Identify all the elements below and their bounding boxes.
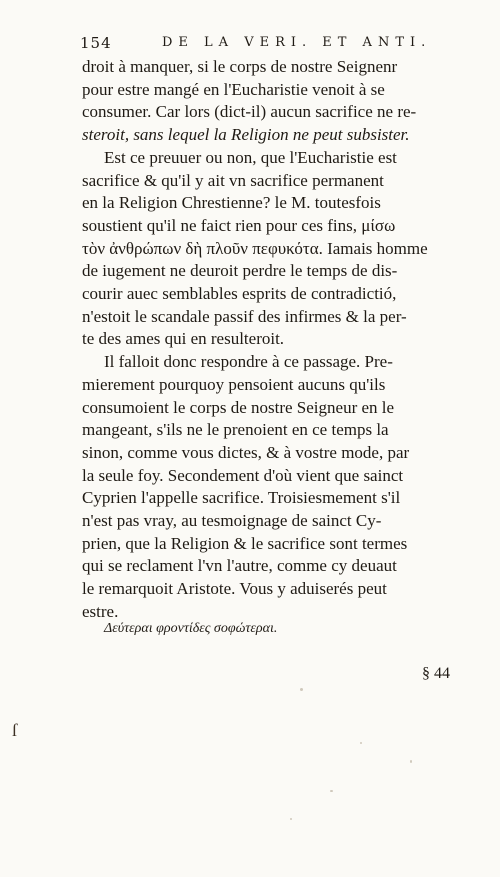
text-line: soustient qu'il ne faict rien pour ces fins, μίσω bbox=[82, 215, 396, 235]
text-line: te des ames qui en resulteroit. bbox=[82, 329, 285, 349]
text-line: steroit, sans lequel la Religion ne peut subsister. bbox=[82, 125, 410, 145]
text-line: pour estre mangé en l'Eucharistie venoit à se bbox=[82, 79, 385, 99]
text-line: mierement pourquoy pensoient aucuns qu'ils bbox=[82, 374, 386, 394]
text-line: sinon, comme vous dictes, & à vostre mode, par bbox=[82, 442, 410, 462]
running-header bbox=[80, 34, 440, 56]
text-line: Est ce preuuer ou non, que l'Eucharistie est bbox=[104, 147, 397, 167]
text-line: en la Religion Chrestienne? le M. toutesfois bbox=[82, 193, 381, 213]
text-line: consumer. Car lors (dict-il) aucun sacrifice ne re- bbox=[82, 102, 417, 122]
text-line: estre. bbox=[82, 601, 119, 621]
text-line: le remarquoit Aristote. Vous y aduiserés peut bbox=[82, 579, 387, 599]
ink-speck bbox=[330, 790, 333, 792]
text-line: τὸν ἀνθρώπων δὴ πλοῦν πεφυκότα. Iamais homme bbox=[82, 238, 428, 258]
margin-mark: ſ bbox=[12, 720, 18, 740]
text-line: la seule foy. Secondement d'où vient que sainct bbox=[82, 465, 404, 485]
text-line: Cyprien l'appelle sacrifice. Troisiesmement s'il bbox=[82, 488, 401, 508]
greek-motto: Δεύτεραι φροντίδες σοφώτεραι. bbox=[104, 621, 278, 636]
text-line: n'estoit le scandale passif des infirmes & la per- bbox=[82, 306, 407, 326]
text-line: qui se reclament l'vn l'autre, comme cy deuaut bbox=[82, 556, 397, 576]
text-line: sacrifice & qu'il y ait vn sacrifice permanent bbox=[82, 170, 384, 190]
text-line: prien, que la Religion & le sacrifice sont termes bbox=[82, 533, 408, 553]
body-text bbox=[82, 56, 442, 624]
running-head-title: DE LA VERI. ET ANTI. bbox=[162, 35, 432, 50]
signature-mark: § 44 bbox=[422, 665, 450, 682]
text-line: de iugement ne deuroit perdre le temps de dis- bbox=[82, 261, 398, 281]
ink-speck bbox=[360, 742, 362, 744]
text-line: consumoient le corps de nostre Seigneur en le bbox=[82, 397, 395, 417]
ink-speck bbox=[300, 688, 303, 691]
text-line: n'est pas vray, au tesmoignage de sainct Cy- bbox=[82, 511, 382, 531]
text-line: droit à manquer, si le corps de nostre Seignenr bbox=[82, 57, 398, 76]
text-line: courir auec semblables esprits de contradictió, bbox=[82, 284, 397, 304]
text-line: Il falloit donc respondre à ce passage. Pre- bbox=[104, 352, 393, 372]
ink-speck bbox=[290, 818, 292, 820]
page-number: 154 bbox=[80, 34, 112, 52]
text-line: mangeant, s'ils ne le prenoient en ce temps la bbox=[82, 420, 389, 440]
ink-speck bbox=[410, 760, 412, 763]
